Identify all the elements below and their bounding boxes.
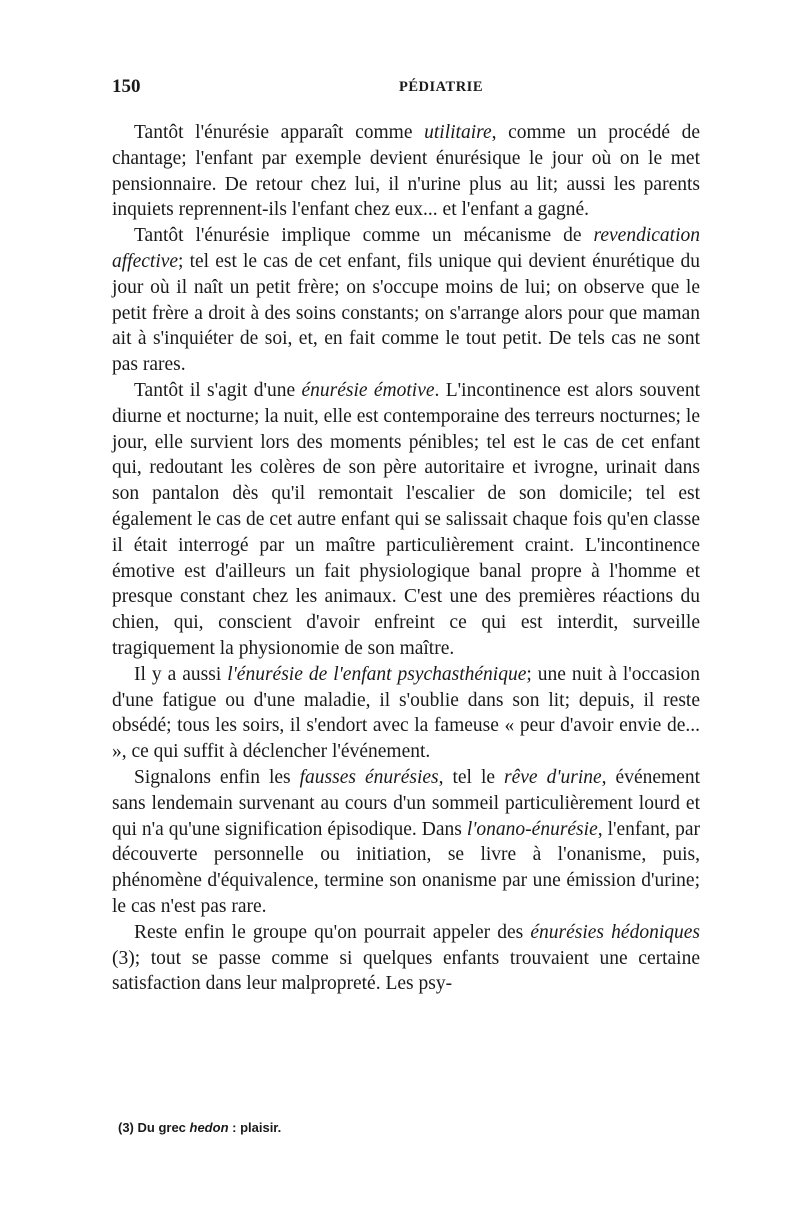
paragraph-hedoniques — [112, 920, 700, 997]
running-title: PÉDIATRIE — [399, 79, 483, 95]
footnote-prefix: (3) Du grec — [118, 1120, 190, 1135]
text-segment: Tantôt il s'agit d'une — [134, 379, 302, 401]
paragraph-psychasthenique — [112, 662, 700, 765]
footnote — [118, 1120, 281, 1135]
paragraph-fausses-enuresies — [112, 765, 700, 920]
paragraph-revendication — [112, 223, 700, 378]
italic-term: utilitaire — [424, 122, 492, 143]
footnote-suffix: : plaisir. — [228, 1120, 282, 1135]
text-segment: Reste enfin le groupe qu'on pourrait appeler des — [134, 921, 531, 943]
italic-term: revendication affective — [112, 225, 700, 272]
paragraph-emotive — [112, 378, 700, 662]
page-number: 150 — [112, 76, 141, 97]
text-segment: Il y a aussi — [134, 663, 228, 685]
text-segment: Signalons enfin les — [134, 766, 300, 788]
paragraph-utilitaire — [112, 120, 700, 223]
body-text — [112, 120, 700, 997]
text-segment: ; une nuit à l'occasion d'une fatigue ou d'une maladie, il s'oublie dans son lit; depuis, il reste obsédé; tous les soirs, il s'endort avec la fameuse « peur d'avoir envie de... », ce qui suffit à déclencher l'événement. — [112, 663, 700, 763]
footnote-term: hedon — [189, 1120, 229, 1135]
italic-term: l'onano-énurésie — [466, 818, 598, 840]
text-segment: . L'incontinence est alors souvent diurne et nocturne; la nuit, elle est contemporaine des terreurs nocturnes; le jour, elle survient lors des moments pénibles; tel est le cas de cet enfant qui, redoutant les colères de son père autoritaire et ivrogne, urinait dans son pantalon dès qu'il remontait l'escalier de son domicile; tel est également le cas de cet autre enfant qui se salissait chaque fois qu'en classe il était interrogé par un maître particulièrement craint. L'incontinence émotive est d'ailleurs un fait physiologique banal propre à l'homme et presque constant chez les animaux. C'est une des premières réactions du chien, qui, conscient d'avoir enfreint ce qui est interdit, surveille tragiquement la physionomie de son maître. — [112, 379, 700, 659]
text-segment: ; tel est le cas de cet enfant, fils unique qui devient énurétique du jour où il naît un petit frère; on s'occupe moins de lui; on observe que le petit frère a droit à des soins constants; on s'arrange alors pour que maman ait à s'inquiéter de soi, et, en fait comme le tout petit. De tels cas ne sont pas rares. — [112, 250, 700, 376]
text-segment: (3); tout se passe comme si quelques enfants trouvaient une certaine satisfaction dans leur malpropreté. Les psy- — [112, 947, 700, 995]
text-segment: , comme un procédé de chantage; l'enfant par exemple devient énurésique le jour où on le met pensionnaire. De retour chez lui, il n'urine plus au lit; aussi les parents inquiets reprennent-ils l'enfant chez eux... et l'enfant a gagné. — [112, 122, 700, 221]
text-segment: , événement sans lendemain survenant au cours d'un sommeil particulièrement lourd et qui n'a qu'une signification épisodique. Dans — [112, 766, 700, 840]
italic-term: fausses énurésies — [299, 766, 439, 788]
text-segment: Tantôt l'énurésie implique comme un mécanisme de — [134, 225, 594, 247]
page-header — [112, 70, 700, 102]
text-segment: , l'enfant, par découverte personnelle ou initiation, se livre à l'onanisme, puis, phénomène d'équivalence, termine son onanisme par une émission d'urine; le cas n'est pas rare. — [112, 818, 701, 917]
book-page — [112, 70, 701, 1135]
text-segment: , tel le — [438, 766, 505, 788]
italic-term: l'énurésie de l'enfant psychasthénique — [227, 663, 527, 685]
italic-term: énurésies hédoniques — [530, 921, 700, 943]
italic-term: énurésie émotive — [301, 379, 435, 401]
italic-term: rêve d'urine — [504, 766, 602, 788]
text-segment: Tantôt l'énurésie apparaît comme — [134, 122, 425, 143]
